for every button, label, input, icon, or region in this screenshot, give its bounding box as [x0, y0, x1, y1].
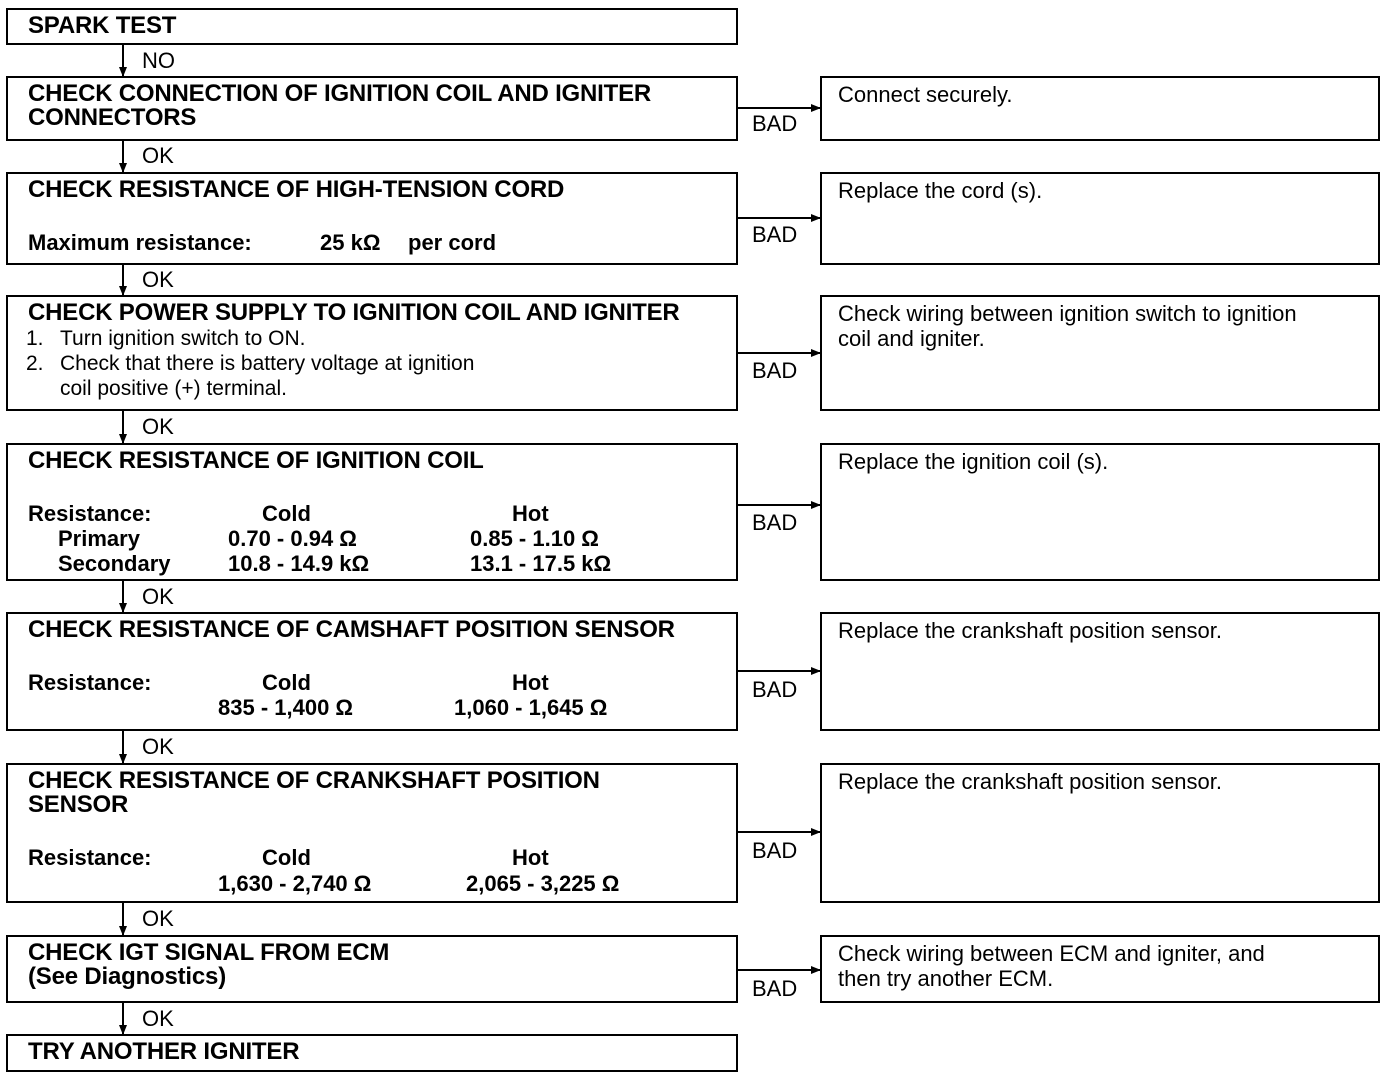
crankshaft-hot: 2,065 - 3,225 Ω: [466, 871, 620, 896]
resistance-label: Resistance:: [28, 670, 152, 695]
spec-value: 25 kΩ: [320, 230, 381, 255]
step-title: CHECK RESISTANCE OF HIGH-TENSION CORD: [28, 176, 565, 203]
cold-header: Cold: [262, 501, 311, 526]
result-text: Replace the cord (s).: [838, 178, 1043, 203]
label-bad-2: BAD: [752, 222, 798, 247]
result-text: Check wiring between ignition switch to ignition coil and igniter.: [838, 301, 1297, 351]
instruction-number: 1.: [26, 327, 44, 350]
step-check-igt-signal: [6, 935, 738, 1003]
step-check-connection: [6, 76, 738, 141]
label-bad-3: BAD: [752, 358, 798, 383]
hot-header: Hot: [512, 670, 549, 695]
step-spark-test: [6, 8, 738, 45]
result-replace-ignition-coil: [820, 443, 1380, 581]
step-try-another-igniter: [6, 1034, 738, 1072]
label-ok-1: OK: [142, 143, 174, 168]
label-bad-7: BAD: [752, 976, 798, 1001]
result-text: Connect securely.: [838, 82, 1013, 107]
label-ok-4: OK: [142, 584, 174, 609]
instruction-text: Turn ignition switch to ON.: [60, 327, 306, 350]
result-connect-securely: [820, 76, 1380, 141]
label-ok-2: OK: [142, 267, 174, 292]
primary-cold: 0.70 - 0.94 Ω: [228, 526, 357, 551]
instruction-item: [26, 351, 716, 401]
spec-unit: per cord: [408, 230, 497, 255]
step-title: CHECK IGT SIGNAL FROM ECM (See Diagnostics): [28, 939, 390, 990]
instruction-number: 2.: [26, 352, 44, 375]
hot-header: Hot: [512, 501, 549, 526]
step-check-crankshaft-sensor: [6, 763, 738, 903]
secondary-cold: 10.8 - 14.9 kΩ: [228, 551, 370, 576]
result-check-wiring-ignition: [820, 295, 1380, 411]
label-no: NO: [142, 48, 175, 73]
step-check-ignition-coil: [6, 443, 738, 581]
result-text: Check wiring between ECM and igniter, and then try another ECM.: [838, 941, 1265, 991]
result-text: Replace the crankshaft position sensor.: [838, 769, 1223, 794]
step-title: CHECK RESISTANCE OF CAMSHAFT POSITION SENSOR: [28, 616, 675, 643]
spec-label: Maximum resistance:: [28, 230, 252, 255]
camshaft-cold: 835 - 1,400 Ω: [218, 695, 354, 720]
label-bad-5: BAD: [752, 677, 798, 702]
crankshaft-cold: 1,630 - 2,740 Ω: [218, 871, 372, 896]
result-text: Replace the crankshaft position sensor.: [838, 618, 1223, 643]
secondary-hot: 13.1 - 17.5 kΩ: [470, 551, 612, 576]
step-check-high-tension-cord: [6, 172, 738, 265]
result-replace-cord: [820, 172, 1380, 265]
step-check-camshaft-sensor: [6, 612, 738, 731]
label-ok-6: OK: [142, 906, 174, 931]
result-text: Replace the ignition coil (s).: [838, 449, 1109, 474]
camshaft-hot: 1,060 - 1,645 Ω: [454, 695, 608, 720]
step-title: SPARK TEST: [28, 12, 177, 39]
label-bad-1: BAD: [752, 111, 798, 136]
step-title: TRY ANOTHER IGNITER: [28, 1038, 300, 1065]
label-ok-7: OK: [142, 1006, 174, 1031]
step-title: CHECK RESISTANCE OF CRANKSHAFT POSITION SENSOR: [28, 767, 600, 818]
label-ok-5: OK: [142, 734, 174, 759]
step-title: CHECK RESISTANCE OF IGNITION COIL: [28, 447, 484, 474]
instruction-text: Check that there is battery voltage at ignition coil positive (+) terminal.: [60, 352, 475, 400]
instruction-item: [26, 326, 716, 351]
label-ok-3: OK: [142, 414, 174, 439]
hot-header: Hot: [512, 845, 549, 870]
result-replace-crankshaft-sensor-1: [820, 612, 1380, 731]
resistance-label: Resistance:: [28, 845, 152, 870]
step-title: CHECK CONNECTION OF IGNITION COIL AND IGNITER CONNECTORS: [28, 80, 652, 131]
step-title: CHECK POWER SUPPLY TO IGNITION COIL AND IGNITER: [28, 299, 680, 326]
row-label-primary: Primary: [58, 526, 140, 551]
resistance-label: Resistance:: [28, 501, 152, 526]
result-replace-crankshaft-sensor-2: [820, 763, 1380, 903]
label-bad-6: BAD: [752, 838, 798, 863]
cold-header: Cold: [262, 670, 311, 695]
cold-header: Cold: [262, 845, 311, 870]
result-check-wiring-ecm: [820, 935, 1380, 1003]
primary-hot: 0.85 - 1.10 Ω: [470, 526, 599, 551]
label-bad-4: BAD: [752, 510, 798, 535]
step-check-power-supply: [6, 295, 738, 411]
row-label-secondary: Secondary: [58, 551, 171, 576]
instruction-list: [26, 326, 716, 401]
